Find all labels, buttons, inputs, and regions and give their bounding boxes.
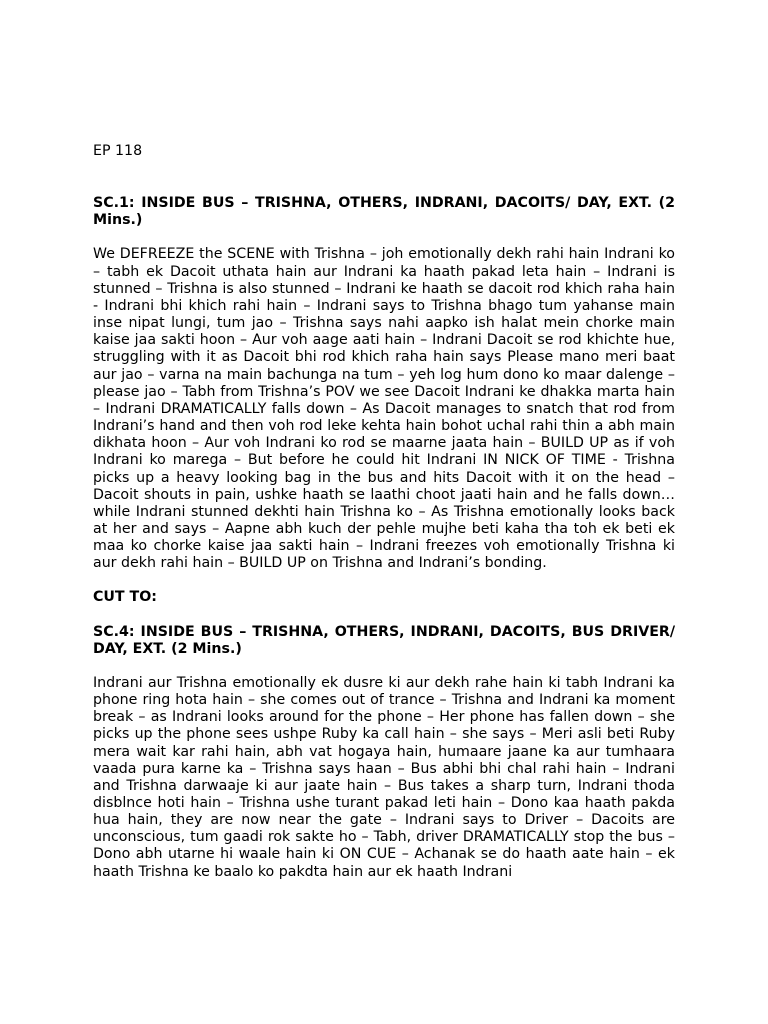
transition-cut-to: CUT TO: [93,589,157,606]
scene-body-sc1: We DEFREEZE the SCENE with Trishna – joh emotionally dekh rahi hain Indrani ko – tabh ek Dacoit uthata hain aur Indrani ka haath pakad leta hain – Indrani is stunned – Trishna is also stunned – Indrani ke haath se dacoit rod khich raha hain - Indrani bhi khich rahi hain – Indrani says to Trishna bhago tum yahanse main inse nipat lungi, tum jao – Trishna says nahi aapko ish halat mein chorke main kaise jaa sakti hoon – Aur voh aage aati hain – Indrani Dacoit se rod khichte hue, struggling with it as Dacoit bhi rod khich raha hain says Please mano meri baat aur jao – varna na main bachunga na tum – yeh log hum dono ko maar dalenge – please jao – Tabh from Trishna’s POV we see Dacoit Indrani ke dhakka marta hain – Indrani DRAMATICALLY falls down – As Dacoit manages to snatch that rod from Indrani’s hand and then voh rod leke kehta hain bohot uchal rahi thin a abh main dikhata hoon – Aur voh Indrani ko rod se maarne jaata hain – BUILD UP as if voh Indrani ko marega – But before he could hit Indrani IN NICK OF TIME - Trishna picks up a heavy looking bag in the bus and hits Dacoit with it on the head – Dacoit shouts in pain, ushke haath se laathi choot jaati hain and he falls down… while Indrani stunned dekhti hain Trishna ko – As Trishna emotionally looks back at her and says – Aapne abh kuch der pehle mujhe beti kaha tha toh ek beti ek maa ko chorke kaise jaa sakti hain – Indrani freezes voh emotionally Trishna ki aur dekh rahi hain – BUILD UP on Trishna and Indrani’s bonding. [93,246,675,572]
scene-heading-sc4: SC.4: INSIDE BUS – TRISHNA, OTHERS, INDRANI, DACOITS, BUS DRIVER/ DAY, EXT. (2 Mins.) [93,623,675,657]
scene-body-sc4: Indrani aur Trishna emotionally ek dusre ki aur dekh rahe hain ki tabh Indrani ka phone ring hota hain – she comes out of trance – Trishna and Indrani ka moment break – as Indrani looks around for the phone – Her phone has fallen down – she picks up the phone sees ushpe Ruby ka call hain – she says – Meri asli beti Ruby mera wait kar rahi hain, abh vat hogaya hain, humaare jaane ka aur tumhaara vaada pura karne ka – Trishna says haan – Bus abhi bhi chal rahi hain – Indrani and Trishna darwaaje ki aur jaate hain – Bus takes a sharp turn, Indrani thoda disblnce hoti hain – Trishna ushe turant pakad leti hain – Dono kaa haath pakda hua hain, they are now near the gate – Indrani says to Driver – Dacoits are unconscious, tum gaadi rok sakte ho – Tabh, driver DRAMATICALLY stop the bus –Dono abh utarne hi waale hain ki ON CUE – Achanak se do haath aate hain – ek haath Trishna ke baalo ko pakdta hain aur ek haath Indrani [93,674,675,880]
episode-number: EP 118 [93,143,143,159]
script-page [93,143,675,898]
scene-heading-sc1: SC.1: INSIDE BUS – TRISHNA, OTHERS, INDRANI, DACOITS/ DAY, EXT. (2 Mins.) [93,195,675,229]
